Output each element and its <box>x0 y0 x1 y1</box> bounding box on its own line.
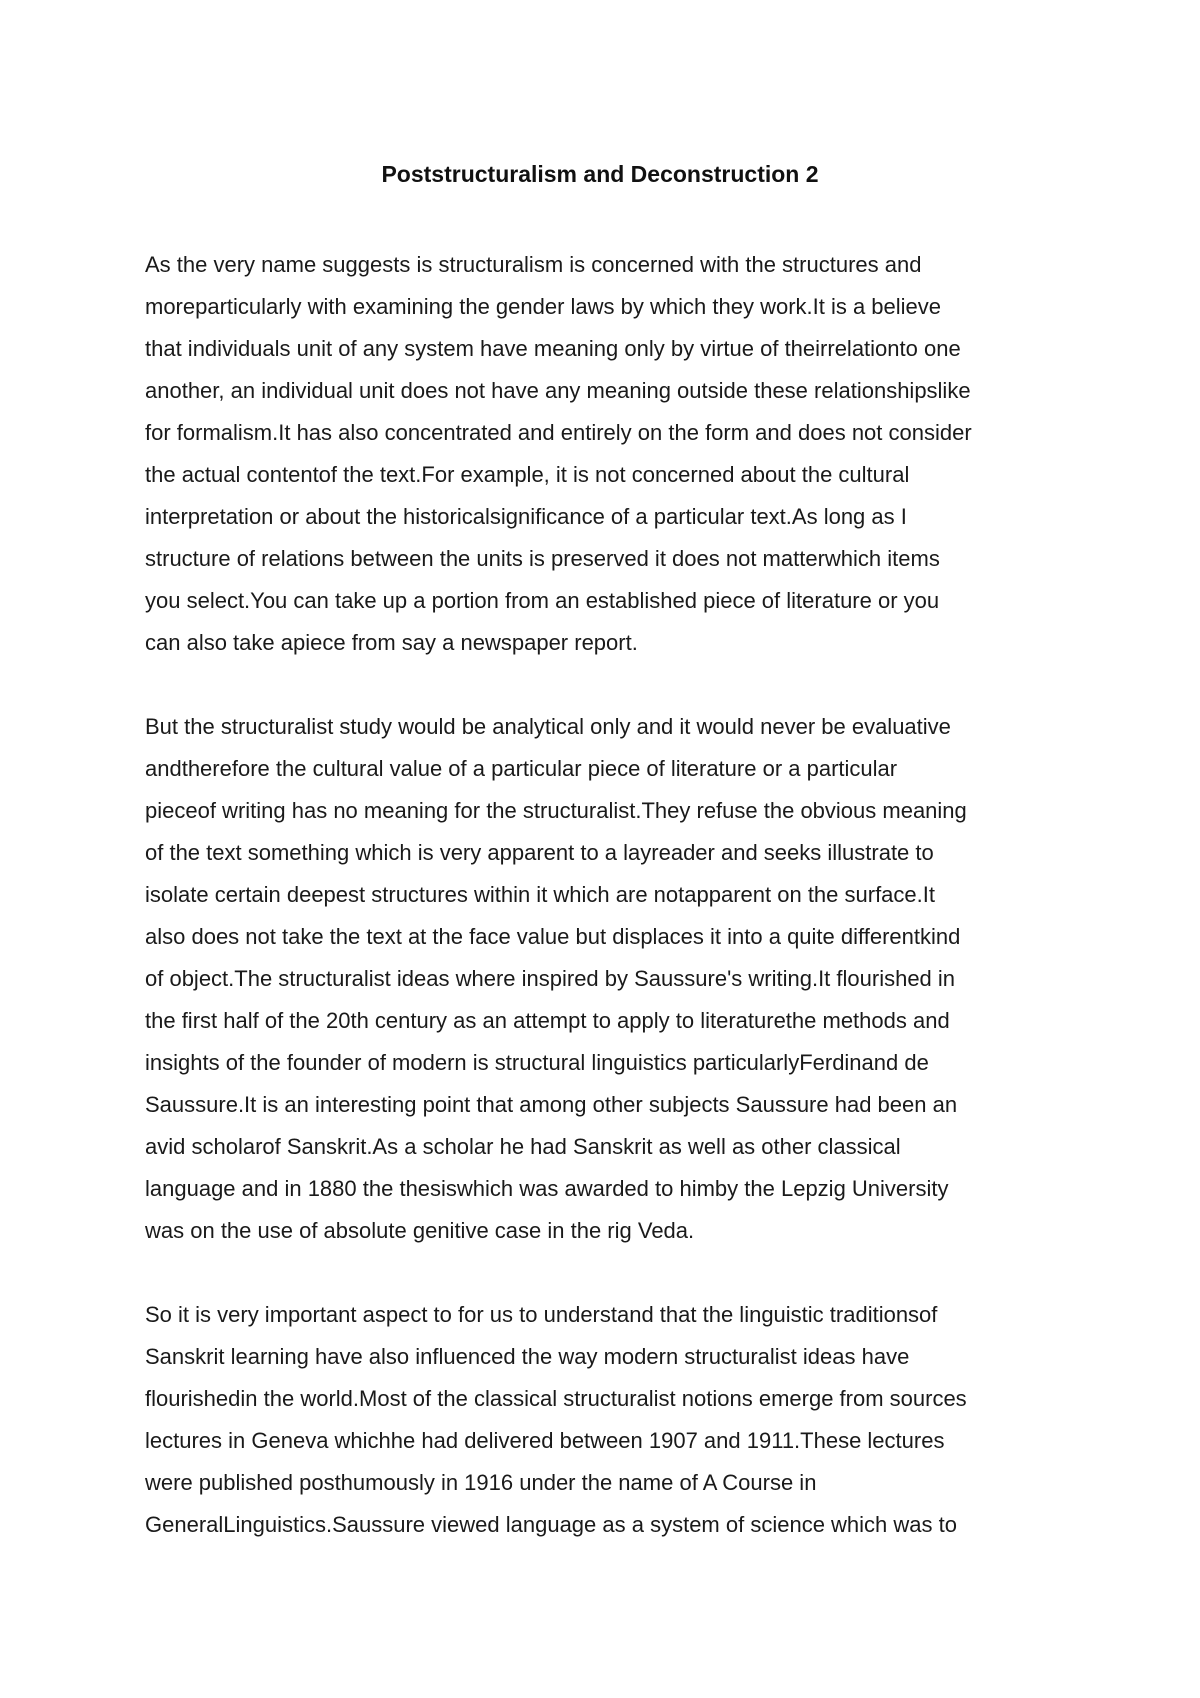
text-line: another, an individual unit does not have any meaning outside these relationshipslike <box>145 378 971 403</box>
text-line: As the very name suggests is structuralism is concerned with the structures and <box>145 252 922 277</box>
text-line: But the structuralist study would be analytical only and it would never be evaluative <box>145 714 951 739</box>
text-line: Sanskrit learning have also influenced the way modern structuralist ideas have <box>145 1344 910 1369</box>
text-line: that individuals unit of any system have meaning only by virtue of theirrelationto one <box>145 336 961 361</box>
text-line: also does not take the text at the face value but displaces it into a quite differentkind <box>145 924 961 949</box>
text-line: of object.The structuralist ideas where inspired by Saussure's writing.It flourished in <box>145 966 956 991</box>
paragraph-1 <box>145 244 1085 664</box>
text-line: interpretation or about the historicalsignificance of a particular text.As long as I <box>145 504 907 529</box>
text-line: avid scholarof Sanskrit.As a scholar he had Sanskrit as well as other classical <box>145 1134 901 1159</box>
document-title: Poststructuralism and Deconstruction 2 <box>381 161 819 187</box>
text-line: structure of relations between the units is preserved it does not matterwhich items <box>145 546 940 571</box>
text-line: can also take apiece from say a newspaper report. <box>145 630 638 655</box>
text-line: was on the use of absolute genitive case in the rig Veda. <box>145 1218 695 1243</box>
text-line: the actual contentof the text.For example, it is not concerned about the cultural <box>145 462 910 487</box>
text-line: you select.You can take up a portion from an established piece of literature or you <box>145 588 940 613</box>
text-line: pieceof writing has no meaning for the structuralist.They refuse the obvious meaning <box>145 798 967 823</box>
text-line: lectures in Geneva whichhe had delivered between 1907 and 1911.These lectures <box>145 1428 945 1453</box>
paragraph-2 <box>145 706 1085 1252</box>
text-line: GeneralLinguistics.Saussure viewed language as a system of science which was to <box>145 1512 957 1537</box>
text-line: andtherefore the cultural value of a particular piece of literature or a particular <box>145 756 898 781</box>
text-line: flourishedin the world.Most of the classical structuralist notions emerge from sources <box>145 1386 967 1411</box>
paragraph-3 <box>145 1294 1085 1546</box>
text-line: for formalism.It has also concentrated and entirely on the form and does not consider <box>145 420 972 445</box>
text-line: So it is very important aspect to for us to understand that the linguistic traditionsof <box>145 1302 938 1327</box>
text-line: moreparticularly with examining the gender laws by which they work.It is a believe <box>145 294 942 319</box>
text-line: were published posthumously in 1916 under the name of A Course in <box>145 1470 817 1495</box>
text-line: Saussure.It is an interesting point that among other subjects Saussure had been an <box>145 1092 958 1117</box>
text-line: insights of the founder of modern is structural linguistics particularlyFerdinand de <box>145 1050 929 1075</box>
text-line: the first half of the 20th century as an attempt to apply to literaturethe methods and <box>145 1008 950 1033</box>
text-line: of the text something which is very apparent to a layreader and seeks illustrate to <box>145 840 934 865</box>
text-line: language and in 1880 the thesiswhich was awarded to himby the Lepzig University <box>145 1176 949 1201</box>
text-line: isolate certain deepest structures within it which are notapparent on the surface.It <box>145 882 935 907</box>
